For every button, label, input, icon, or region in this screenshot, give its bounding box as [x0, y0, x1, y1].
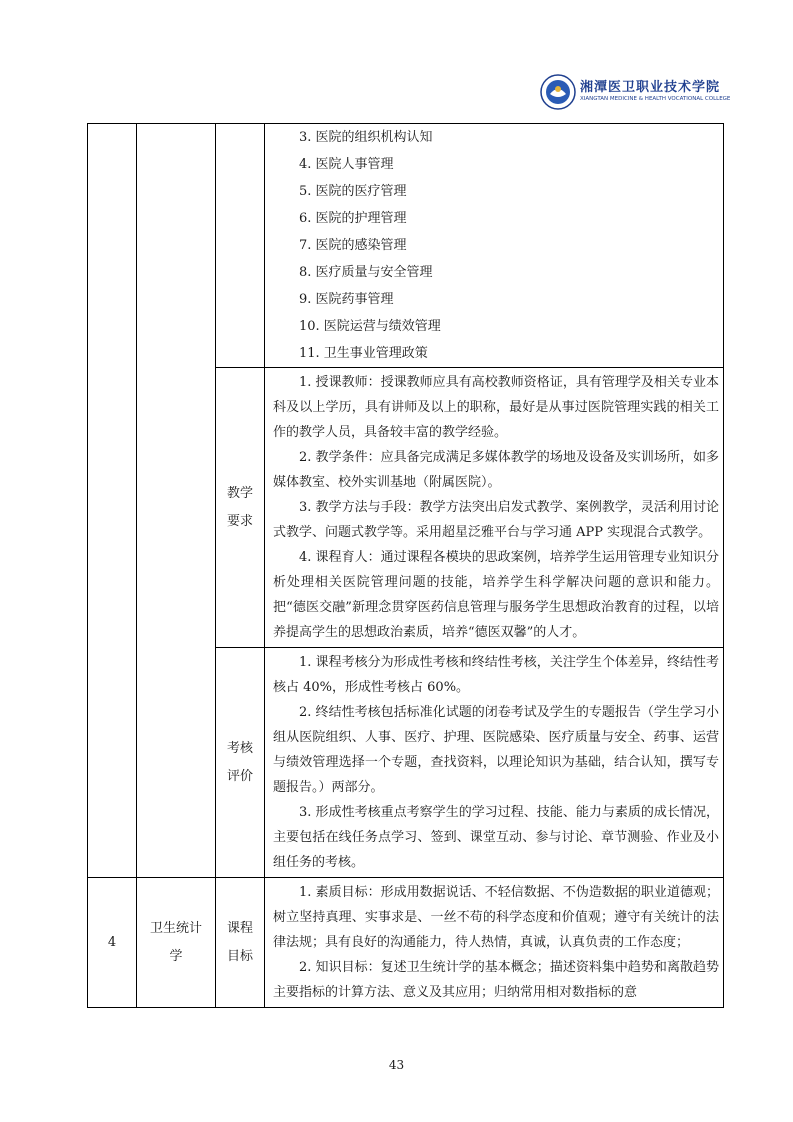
- table-row: [88, 878, 724, 1008]
- college-emblem-icon: [540, 74, 576, 110]
- table-row: [88, 124, 724, 368]
- label-line: 教学: [226, 485, 253, 501]
- paragraph: 3. 教学方法与手段：教学方法突出启发式教学、案例教学，灵活利用讨论式教学、问题式教学等。采用超星泛雅平台与学习通 APP 实现混合式教学。: [273, 500, 719, 540]
- course-goal-label: [216, 878, 265, 1008]
- label-line: 要求: [226, 513, 253, 529]
- course-content-cell: [265, 124, 724, 368]
- list-item: 3. 医院的组织机构认知: [299, 130, 433, 145]
- label-line: 课程: [226, 920, 253, 936]
- course-name-line: 卫生统计: [149, 920, 202, 936]
- label-line: 目标: [226, 948, 253, 964]
- label-line: 考核: [226, 740, 253, 756]
- paragraph: 1. 授课教师：授课教师应具有高校教师资格证，具有管理学及相关专业本科及以上学历，具有讲师及以上的职称，最好是从事过医院管理实践的相关工作的教学人员，具备较丰富的教学经验。: [273, 375, 719, 440]
- assessment-label: [216, 648, 265, 878]
- label-cell-empty: [216, 124, 265, 368]
- assessment-content: [265, 648, 724, 878]
- paragraph: 1. 素质目标：形成用数据说话、不轻信数据、不伪造数据的职业道德观；树立坚持真理、实事求是、一丝不苟的科学态度和价值观；遵守有关统计的法律法规；具有良好的沟通能力，待人热情，真诚，认真负责的工作态度；: [273, 885, 719, 950]
- list-item: 4. 医院人事管理: [299, 157, 394, 172]
- course-name-line: 学: [169, 948, 183, 964]
- list-item: 7. 医院的感染管理: [299, 238, 407, 253]
- college-logo: [540, 74, 740, 114]
- paragraph: 3. 形成性考核重点考察学生的学习过程、技能、能力与素质的成长情况，主要包括在线任务点学习、签到、课堂互动、参与讨论、章节测验、作业及小组任务的考核。: [273, 805, 719, 870]
- paragraph: 2. 知识目标：复述卫生统计学的基本概念；描述资料集中趋势和离散趋势主要指标的计算方法、意义及其应用；归纳常用相对数指标的意: [273, 960, 719, 1000]
- paragraph: 4. 课程育人：通过课程各模块的思政案例，培养学生运用管理专业知识分析处理相关医院管理问题的技能，培养学生科学解决问题的意识和能力。把“德医交融”新理念贯穿医药信息管理与服务学生思想政治教育的过程，以培养提高学生的思想政治素质，培养“德医双馨”的人才。: [273, 550, 719, 640]
- number-cell-empty: [88, 124, 137, 878]
- college-name-en: XIANGTAN MEDICINE & HEALTH VOCATIONAL COLLEGE: [580, 96, 731, 102]
- course-number: 4: [88, 878, 137, 1008]
- list-item: 9. 医院药事管理: [299, 292, 394, 307]
- course-table: [87, 123, 724, 1008]
- paragraph: 2. 教学条件：应具备完成满足多媒体教学的场地及设备及实训场所，如多媒体教室、校外实训基地（附属医院）。: [273, 450, 719, 490]
- list-item: 5. 医院的医疗管理: [299, 184, 407, 199]
- list-item: 8. 医疗质量与安全管理: [299, 265, 433, 280]
- college-name-cn: 湘潭医卫职业技术学院: [580, 80, 721, 95]
- list-item: 10. 医院运营与绩效管理: [299, 319, 441, 334]
- page-number: 43: [388, 1058, 405, 1072]
- paragraph: 2. 终结性考核包括标准化试题的闭卷考试及学生的专题报告（学生学习小组从医院组织、人事、医疗、护理、医院感染、医疗质量与安全、药事、运营与绩效管理选择一个专题，查找资料，以理论知识为基础，结合认知，撰写专题报告。）两部分。: [273, 705, 719, 795]
- label-line: 评价: [226, 768, 253, 784]
- course-name: [137, 878, 216, 1008]
- paragraph: 1. 课程考核分为形成性考核和终结性考核，关注学生个体差异，终结性考核占 40%，形成性考核占 60%。: [273, 655, 719, 695]
- teaching-requirements-content: [265, 368, 724, 648]
- list-item: 6. 医院的护理管理: [299, 211, 407, 226]
- course-goal-content: [265, 878, 724, 1008]
- list-item: 11. 卫生事业管理政策: [299, 346, 428, 361]
- course-name-cell-empty: [137, 124, 216, 878]
- teaching-requirements-label: [216, 368, 265, 648]
